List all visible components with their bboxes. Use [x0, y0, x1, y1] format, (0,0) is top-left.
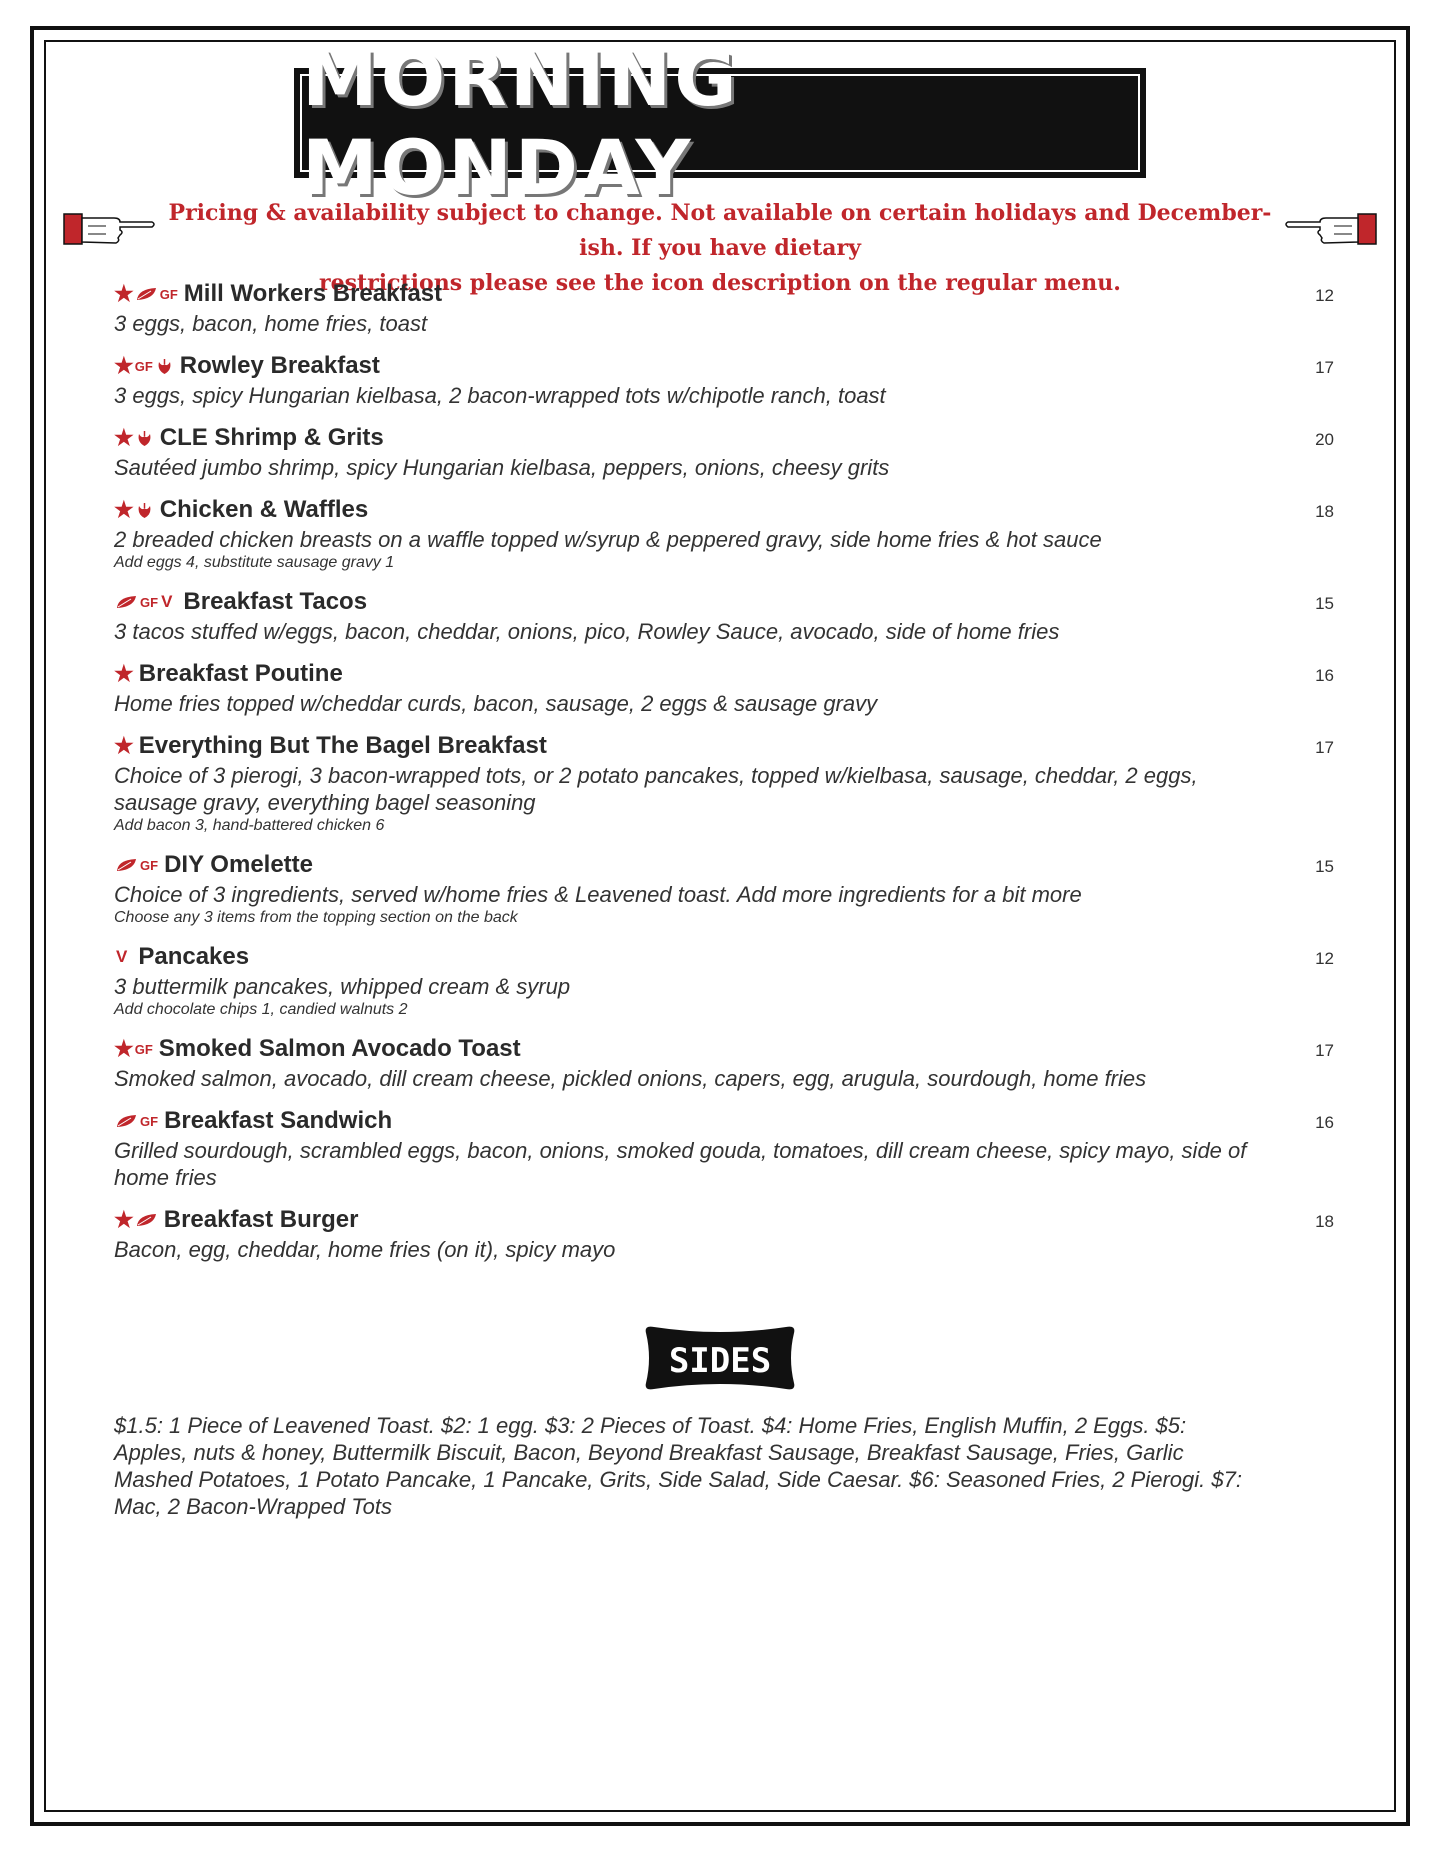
chili-icon: [136, 430, 153, 447]
sides-heading: SIDES: [668, 1341, 772, 1381]
item-description: Choice of 3 pierogi, 3 bacon-wrapped tots, or 2 potato pancakes, topped w/kielbasa, sausage, cheddar, 2 eggs, sausage gravy, everything bagel seasoning: [114, 763, 1198, 815]
gf-icon: GF: [140, 594, 159, 610]
star-icon: ★: [114, 497, 134, 522]
menu-item: [114, 422, 1334, 481]
item-price: 12: [1315, 286, 1334, 305]
sides-badge: [640, 1323, 800, 1393]
item-price: 18: [1315, 1212, 1334, 1231]
item-price: 17: [1315, 1041, 1334, 1060]
sides-list: $1.5: 1 Piece of Leavened Toast. $2: 1 egg. $3: 2 Pieces of Toast. $4: Home Fries, English Muffin, 2 Eggs. $5: Apples, nuts & honey, Buttermilk Biscuit, Bacon, Beyond Breakfast Sausage, Breakfast Sausage, Fries, Garlic Mashed Potatoes, 1 Potato Pancake, 1 Pancake, Grits, Side Salad, Side Caesar. $6: Seasoned Fries, 2 Pierogi. $7: Mac, 2 Bacon-Wrapped Tots: [114, 1413, 1242, 1519]
pointing-hand-icon: [62, 208, 158, 250]
item-name: Rowley Breakfast: [179, 352, 380, 379]
dietary-icons: [114, 1114, 159, 1129]
star-icon: ★: [114, 733, 134, 758]
dietary-icons: [114, 427, 155, 449]
v-icon: V: [161, 592, 173, 611]
item-name: Pancakes: [138, 943, 250, 970]
menu-item: [114, 1105, 1334, 1191]
item-name: Breakfast Tacos: [183, 588, 368, 615]
gf-icon: GF: [140, 1113, 159, 1129]
dietary-icons: [114, 283, 179, 305]
menu-item: [114, 278, 1334, 337]
star-icon: ★: [114, 661, 134, 686]
item-price: 16: [1315, 1113, 1334, 1132]
item-name: Breakfast Sandwich: [164, 1107, 393, 1134]
menu-item: [114, 350, 1334, 409]
menu-item: [114, 1033, 1334, 1092]
item-description: Choice of 3 ingredients, served w/home fries & Leavened toast. Add more ingredients for a bit more: [114, 882, 1082, 907]
item-description: 3 eggs, spicy Hungarian kielbasa, 2 bacon-wrapped tots w/chipotle ranch, toast: [114, 383, 886, 408]
dietary-icons: [114, 1038, 154, 1060]
leaf-icon: [116, 1114, 137, 1128]
item-name: Smoked Salmon Avocado Toast: [158, 1035, 521, 1062]
dietary-icons: [114, 499, 155, 521]
star-icon: ★: [114, 1036, 134, 1061]
item-description: Bacon, egg, cheddar, home fries (on it), spicy mayo: [114, 1237, 616, 1262]
item-price: 20: [1315, 430, 1334, 449]
item-price: 15: [1315, 594, 1334, 613]
item-price: 15: [1315, 857, 1334, 876]
menu-list: [114, 278, 1334, 1276]
leaf-icon: [116, 858, 137, 872]
title-banner: [294, 34, 1146, 212]
dietary-icons: [114, 1209, 159, 1231]
star-icon: ★: [114, 1207, 134, 1232]
item-price: 18: [1315, 502, 1334, 521]
dietary-icons: [114, 735, 134, 757]
item-description: 2 breaded chicken breasts on a waffle topped w/syrup & peppered gravy, side home fries & hot sauce: [114, 527, 1102, 552]
chili-icon: [136, 502, 153, 519]
menu-item: [114, 586, 1334, 645]
page-title: MORNING MONDAY: [302, 34, 740, 212]
star-icon: ★: [114, 425, 134, 450]
menu-item: [114, 849, 1334, 928]
menu-item: [114, 494, 1334, 573]
menu-item: [114, 658, 1334, 717]
gf-icon: GF: [159, 286, 178, 302]
dietary-icons: [114, 663, 134, 685]
item-price: 17: [1315, 738, 1334, 757]
item-note: Add bacon 3, hand-battered chicken 6: [114, 817, 385, 834]
item-name: Mill Workers Breakfast: [183, 280, 443, 307]
item-name: CLE Shrimp & Grits: [159, 424, 384, 451]
chili-icon: [156, 358, 173, 375]
item-note: Add eggs 4, substitute sausage gravy 1: [114, 554, 395, 571]
gf-icon: GF: [134, 358, 153, 374]
item-name: Breakfast Burger: [163, 1206, 359, 1233]
gf-icon: GF: [140, 857, 159, 873]
dietary-icons: [114, 592, 178, 612]
dietary-icons: [114, 858, 159, 873]
item-name: Chicken & Waffles: [159, 496, 369, 523]
item-description: Grilled sourdough, scrambled eggs, bacon, onions, smoked gouda, tomatoes, dill cream cheese, spicy mayo, side of home fries: [114, 1138, 1247, 1190]
item-price: 17: [1315, 358, 1334, 377]
star-icon: ★: [114, 281, 134, 306]
item-name: Everything But The Bagel Breakfast: [138, 732, 547, 759]
item-name: Breakfast Poutine: [138, 660, 343, 687]
dietary-icons: [114, 947, 133, 967]
item-note: Choose any 3 items from the topping section on the back: [114, 909, 518, 926]
v-icon: V: [116, 947, 128, 966]
item-note: Add chocolate chips 1, candied walnuts 2: [114, 1001, 408, 1018]
item-name: DIY Omelette: [164, 851, 314, 878]
item-description: 3 eggs, bacon, home fries, toast: [114, 311, 428, 336]
item-description: Sautéed jumbo shrimp, spicy Hungarian kielbasa, peppers, onions, cheesy grits: [114, 455, 890, 480]
gf-icon: GF: [134, 1041, 153, 1057]
dietary-icons: [114, 355, 175, 377]
item-price: 12: [1315, 949, 1334, 968]
menu-item: [114, 1204, 1334, 1263]
item-description: Smoked salmon, avocado, dill cream cheese, pickled onions, capers, egg, arugula, sourdough, home fries: [114, 1066, 1147, 1091]
menu-item: [114, 941, 1334, 1020]
item-description: 3 tacos stuffed w/eggs, bacon, cheddar, onions, pico, Rowley Sauce, avocado, side of home fries: [114, 619, 1060, 644]
leaf-icon: [136, 287, 157, 301]
item-description: 3 buttermilk pancakes, whipped cream & syrup: [114, 974, 571, 999]
item-description: Home fries topped w/cheddar curds, bacon, sausage, 2 eggs & sausage gravy: [114, 691, 878, 716]
leaf-icon: [116, 595, 137, 609]
leaf-icon: [136, 1213, 157, 1227]
item-price: 16: [1315, 666, 1334, 685]
pointing-hand-icon: [1282, 208, 1378, 250]
menu-item: [114, 730, 1334, 836]
pricing-notice: Pricing & availability subject to change. Not available on certain holidays and December-ish. If you have dietary restrictions please see the icon description on the regular menu.: [168, 200, 1272, 296]
star-icon: ★: [114, 353, 134, 378]
